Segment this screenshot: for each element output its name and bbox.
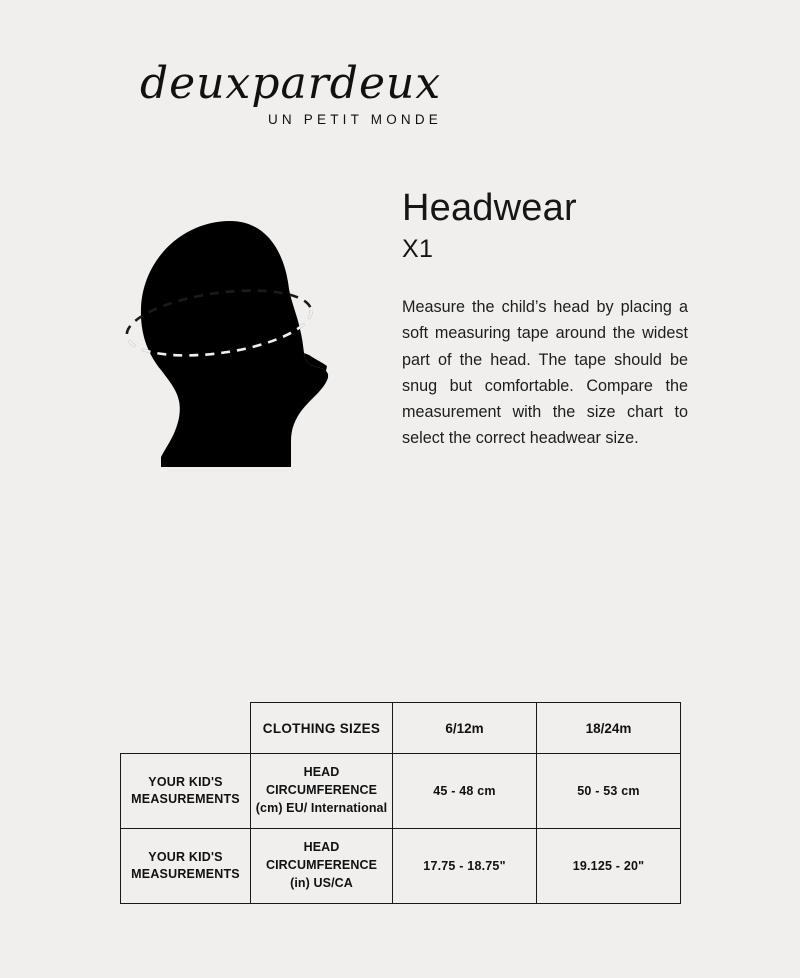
row-value-0-1: 50 - 53 cm [537, 754, 681, 829]
table-header-size-1: 18/24m [537, 703, 681, 754]
row-metric-1 [251, 829, 393, 904]
row-metric-0 [251, 754, 393, 829]
table-row [121, 829, 681, 904]
row-metric-line1-0: HEAD [303, 765, 340, 780]
brand-name: deuxpardeux [140, 58, 442, 109]
head-profile-icon [95, 205, 385, 495]
row-value-0-0: 45 - 48 cm [393, 754, 537, 829]
row-metric-line3-1: (in) US/CA [290, 875, 353, 890]
page-subtitle: X1 [402, 235, 434, 264]
row-label-0 [121, 754, 251, 829]
brand-logo [140, 58, 460, 127]
headwear-info [402, 188, 688, 468]
row-label-text-0: YOUR KID'S MEASUREMENTS [131, 775, 240, 806]
table-header-clothing-sizes: CLOTHING SIZES [251, 703, 393, 754]
row-label-1 [121, 829, 251, 904]
row-metric-line1-1: HEAD [303, 840, 340, 855]
table-corner-cell [121, 703, 251, 754]
measurement-instructions: Measure the child’s head by placing a soft measuring tape around the widest part of the head. The tape should be snug but comfortable. Compare the measurement with the size chart to select the correct headwear size. [402, 298, 688, 448]
page-title: Headwear [402, 187, 577, 229]
size-chart-table [120, 702, 681, 904]
table-header-row [121, 703, 681, 754]
brand-tagline: UN PETIT MONDE [267, 112, 442, 127]
row-label-text-1: YOUR KID'S MEASUREMENTS [131, 850, 240, 881]
row-value-1-1: 19.125 - 20" [537, 829, 681, 904]
table-header-size-0: 6/12m [393, 703, 537, 754]
row-metric-line2-1: CIRCUMFERENCE [265, 858, 378, 873]
row-value-1-0: 17.75 - 18.75" [393, 829, 537, 904]
row-metric-line3-0: (cm) EU/ International [255, 800, 388, 815]
table-row [121, 754, 681, 829]
row-metric-line2-0: CIRCUMFERENCE [265, 783, 378, 798]
